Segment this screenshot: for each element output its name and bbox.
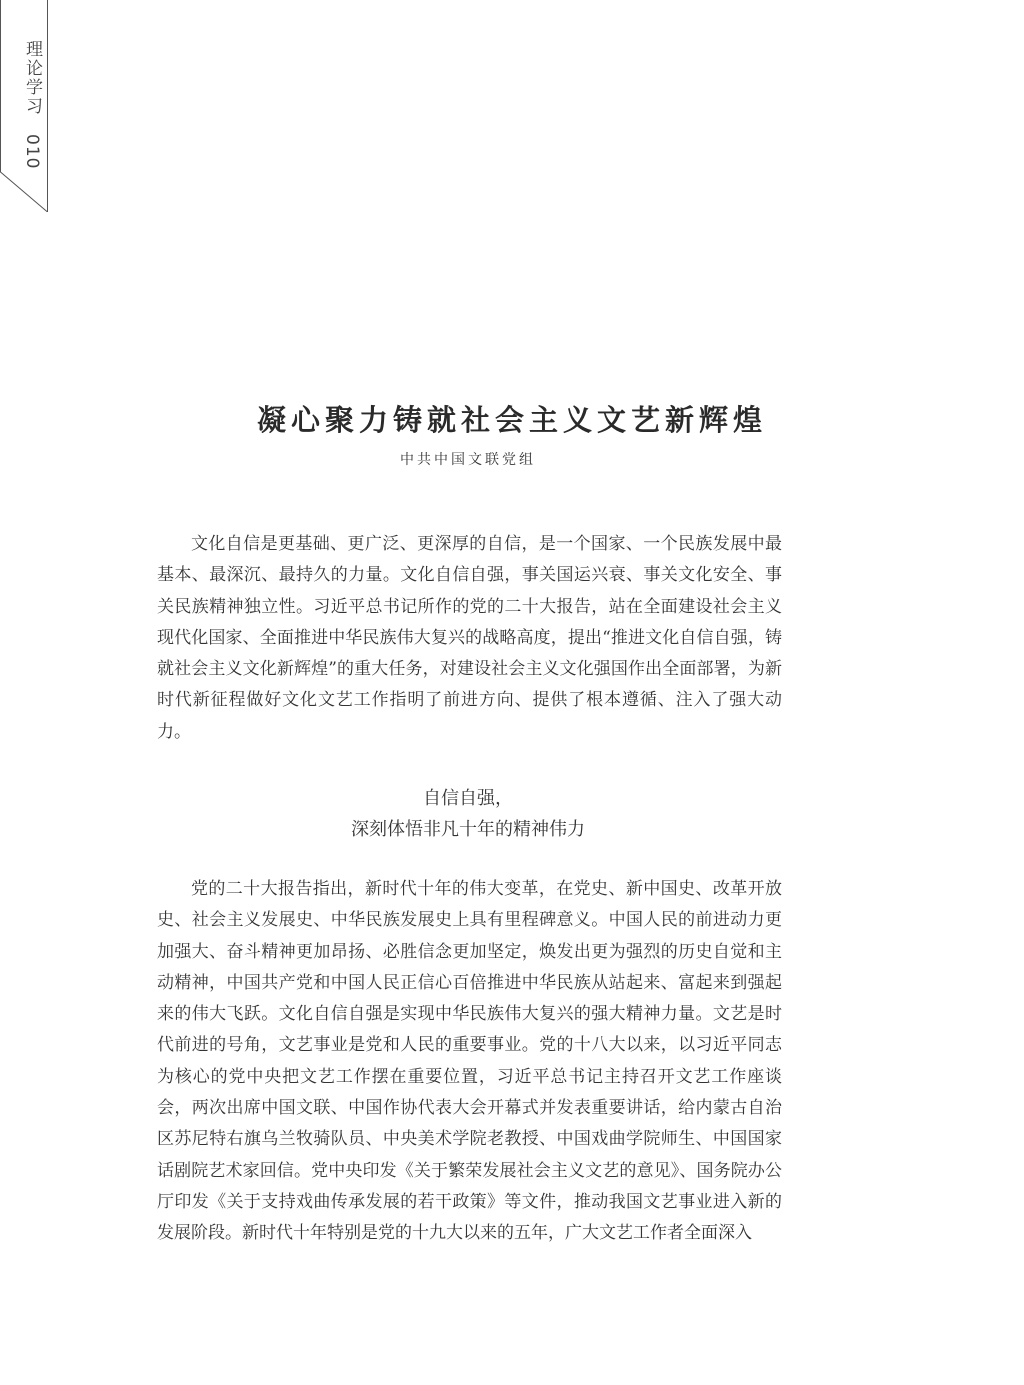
- section-tab: [0, 0, 50, 212]
- subheading-line-2: 深刻体悟非凡十年的精神伟力: [351, 819, 585, 840]
- paragraph-2: 党的二十大报告指出，新时代十年的伟大变革，在党史、新中国史、改革开放史、社会主义发展史、中华民族发展史上具有里程碑意义。中国人民的前进动力更加强大、奋斗精神更加昂扬、必胜信念更加坚定，焕发出更为强烈的历史自觉和主动精神，中国共产党和中国人民正信心百倍推进中华民族从站起来、富起来到强起来的伟大飞跃。文化自信自强是实现中华民族伟大复兴的强大精神力量。文艺是时代前进的号角，文艺事业是党和人民的重要事业。党的十八大以来，以习近平同志为核心的党中央把文艺工作摆在重要位置，习近平总书记主持召开文艺工作座谈会，两次出席中国文联、中国作协代表大会开幕式并发表重要讲话，给内蒙古自治区苏尼特右旗乌兰牧骑队员、中央美术学院老教授、中国戏曲学院师生、中国国家话剧院艺术家回信。党中央印发《关于繁荣发展社会主义文艺的意见》、国务院办公厅印发《关于支持戏曲传承发展的若干政策》等文件，推动我国文艺事业进入新的发展阶段。新时代十年特别是党的十九大以来的五年，广大文艺工作者全面深入: [157, 879, 782, 1244]
- paragraph-1: 文化自信是更基础、更广泛、更深厚的自信，是一个国家、一个民族发展中最基本、最深沉、最持久的力量。文化自信自强，事关国运兴衰、事关文化安全、事关民族精神独立性。习近平总书记所作的党的二十大报告，站在全面建设社会主义现代化国家、全面推进中华民族伟大复兴的战略高度，提出“推进文化自信自强，铸就社会主义文化新辉煌”的重大任务，对建设社会主义文化强国作出全面部署，为新时代新征程做好文化文艺工作指明了前进方向、提供了根本遵循、注入了强大动力。: [157, 534, 782, 742]
- subheading-line-1: 自信自强，: [423, 788, 513, 809]
- article-title: 凝心聚力铸就社会主义文艺新辉煌: [256, 403, 767, 437]
- page-number: 010: [22, 134, 42, 170]
- section-label: 理论学习: [22, 40, 42, 116]
- section-label-block: [20, 40, 44, 169]
- article-author: 中共中国文联党组: [400, 452, 536, 468]
